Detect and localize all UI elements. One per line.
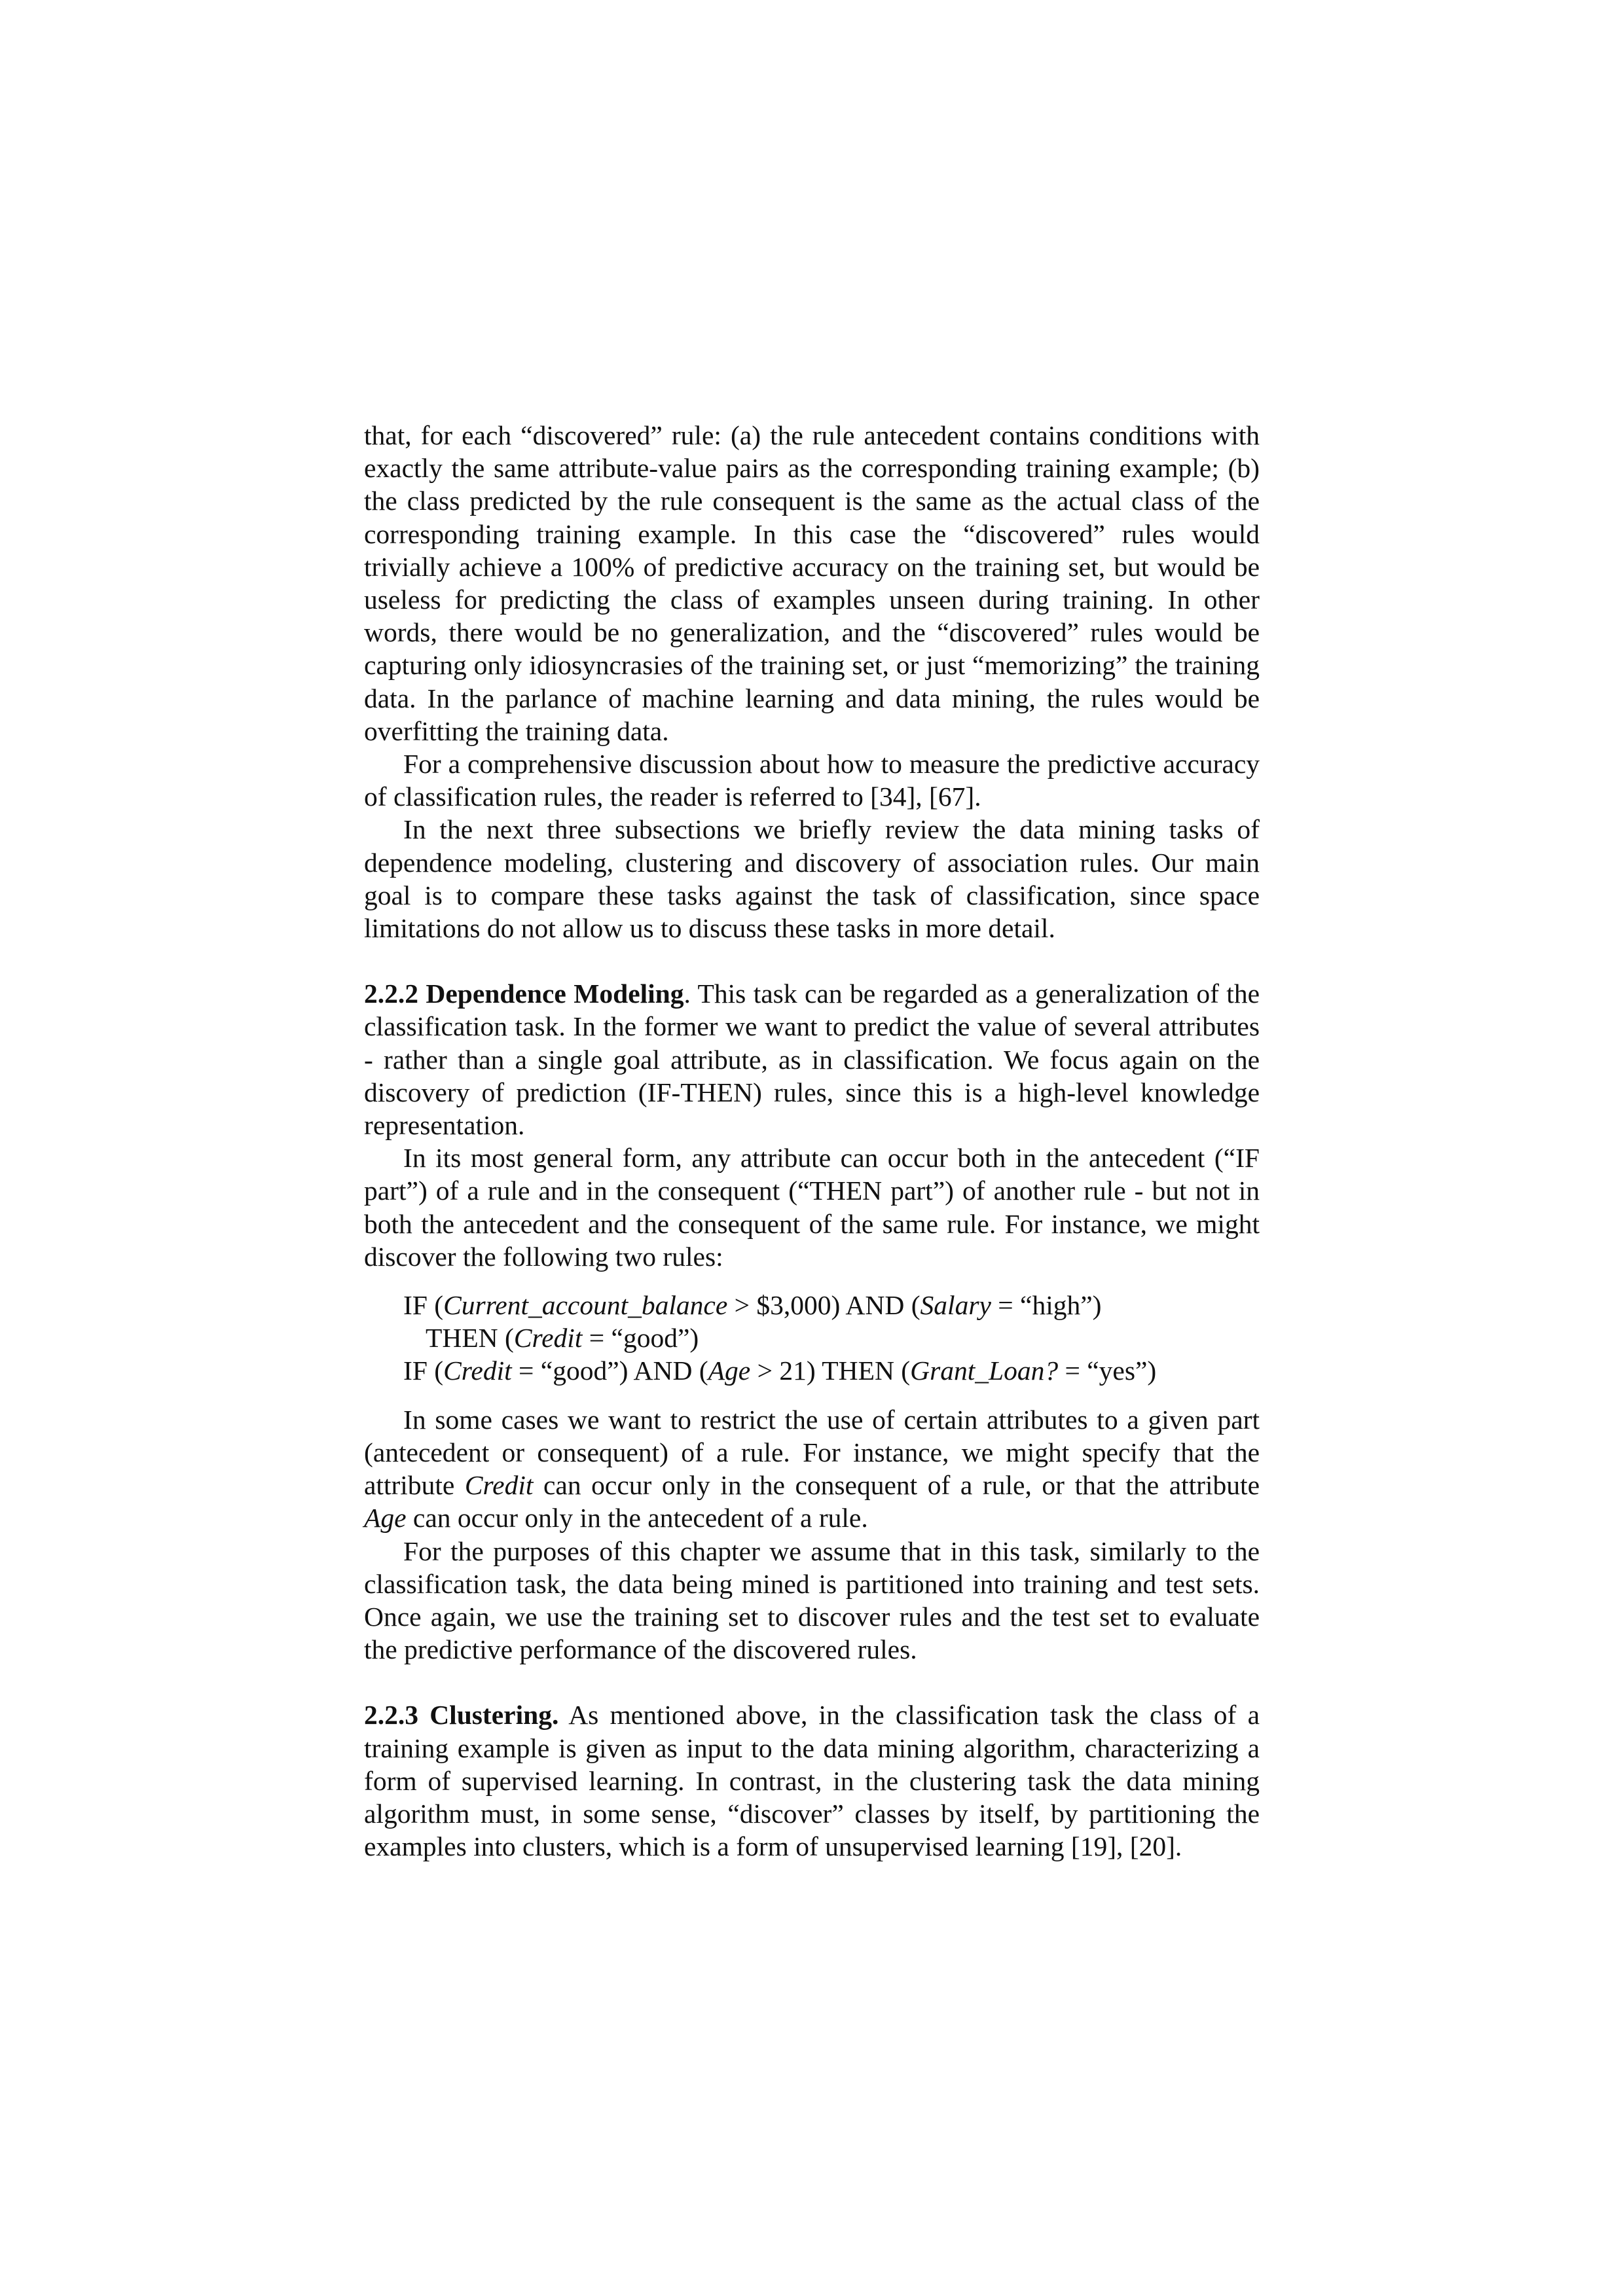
example-rules <box>403 1289 1260 1388</box>
paragraph-clustering <box>364 1698 1260 1863</box>
rule-text: > 21) THEN ( <box>750 1355 911 1386</box>
rule-text: THEN ( <box>426 1323 514 1354</box>
paragraph-dependence-modeling <box>364 977 1260 1141</box>
paragraph-general-form: In its most general form, any attribute can occur both in the antecedent (“IF part”) of a rule and in the consequent (“THEN part”) of another rule - but not in both the antecedent and the consequent of the same rule. For instance, we might discover the following two rules: <box>364 1143 1260 1272</box>
rule-attribute: Age <box>708 1355 751 1386</box>
section-heading-clustering: 2.2.3 Clustering. <box>364 1700 559 1731</box>
page-body <box>364 419 1260 1863</box>
rule-attribute: Credit <box>443 1355 512 1386</box>
section-heading-dependence-modeling: 2.2.2 Dependence Modeling <box>364 978 684 1009</box>
rule-text: = “yes”) <box>1058 1355 1157 1386</box>
rule-text: IF ( <box>403 1355 444 1386</box>
paragraph-training-test-sets: For the purposes of this chapter we assume that in this task, similarly to the classification task, the data being mined is partitioned into training and test sets. Once again, we use the training set to discover rules and the test set to evaluate the predictive performance of the discovered rules. <box>364 1535 1260 1665</box>
paragraph-overfitting: that, for each “discovered” rule: (a) the rule antecedent contains conditions with exactly the same attribute-value pairs as the corresponding training example; (b) the class predicted by the rule consequent is the same as the actual class of the corresponding training example. In this case the “discovered” rules would trivially achieve a 100% of predictive accuracy on the training set, but would be useless for predicting the class of examples unseen during training. In other words, there would be no generalization, and the “discovered” rules would be capturing only idiosyncrasies of the training set, or just “memorizing” the training data. In the parlance of machine learning and data mining, the rules would be overfitting the training data. <box>364 420 1260 746</box>
rule-text: = “good”) <box>582 1323 699 1354</box>
rule-attribute: Credit <box>513 1323 583 1354</box>
rule-attribute: Salary <box>920 1290 991 1321</box>
paragraph-subsections-intro: In the next three subsections we briefly review the data mining tasks of dependence modeling, clustering and discovery of association rules. Our main goal is to compare these tasks against the task of classification, since space limitations do not allow us to discuss these tasks in more detail. <box>364 814 1260 944</box>
paragraph-restrict-attributes <box>364 1403 1260 1535</box>
rule-1-consequent <box>403 1321 1260 1354</box>
rule-attribute: Grant_Loan? <box>910 1355 1059 1386</box>
dependence-modeling-lead-text: . This task can be regarded as a generalization of the classification task. In the former we want to predict the value of several attributes - rather than a single goal attribute, as in classification. We focus again on the discovery of prediction (IF-THEN) rules, since this is a high-level knowledge representation. <box>364 978 1260 1141</box>
rule-1 <box>403 1289 1260 1321</box>
rule-text: = “good”) AND ( <box>511 1355 708 1386</box>
rule-text: > $3,000) AND ( <box>727 1290 921 1321</box>
paragraph-accuracy-reference: For a comprehensive discussion about how to measure the predictive accuracy of classification rules, the reader is referred to [34], [67]. <box>364 749 1260 812</box>
rule-2 <box>403 1354 1260 1387</box>
paragraph-text: can occur only in the consequent of a rule, or that the attribute <box>533 1470 1260 1501</box>
attribute-name: Age <box>364 1503 407 1534</box>
rule-attribute: Current_account_balance <box>443 1290 728 1321</box>
paragraph-text: In some cases we want to restrict the use of certain attributes to a given part (antecedent or consequent) of a rule. For instance, we might specify that the attribute <box>364 1404 1260 1501</box>
attribute-name: Credit <box>464 1470 534 1501</box>
clustering-lead-text: As mentioned above, in the classification task the class of a training example is given as input to the data mining algorithm, characterizing a form of supervised learning. In contrast, in the clustering task the data mining algorithm must, in some sense, “discover” classes by itself, by partitioning the examples into clusters, which is a form of unsupervised learning [19], [20]. <box>364 1700 1260 1862</box>
rule-text: IF ( <box>403 1290 444 1321</box>
rule-text: = “high”) <box>991 1290 1102 1321</box>
paragraph-text: can occur only in the antecedent of a rule. <box>406 1503 868 1534</box>
